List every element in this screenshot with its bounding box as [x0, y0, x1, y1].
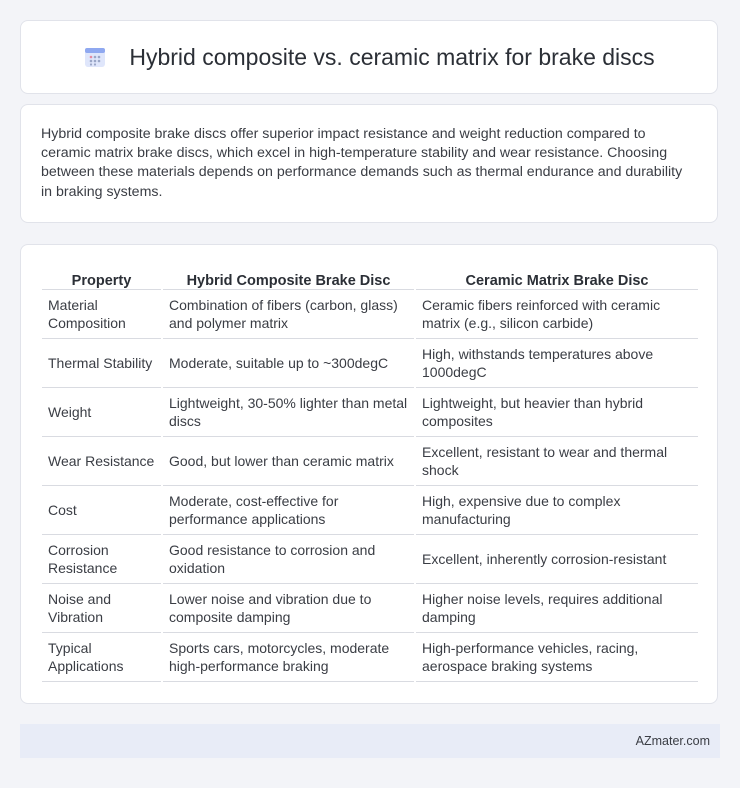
- column-header-ceramic: Ceramic Matrix Brake Disc: [416, 265, 698, 290]
- hybrid-cell: Sports cars, motorcycles, moderate high-performance braking: [163, 633, 414, 682]
- table-row: [42, 633, 698, 682]
- property-cell: Corrosion Resistance: [42, 535, 161, 584]
- ceramic-cell: Excellent, inherently corrosion-resistant: [416, 535, 698, 584]
- table-row: [42, 486, 698, 535]
- footer-bar: [20, 724, 720, 758]
- hybrid-cell: Good resistance to corrosion and oxidation: [163, 535, 414, 584]
- hybrid-cell: Moderate, suitable up to ~300degC: [163, 339, 414, 388]
- ceramic-cell: Higher noise levels, requires additional damping: [416, 584, 698, 633]
- intro-card: [20, 104, 718, 223]
- calendar-icon: [83, 45, 107, 69]
- table-row: [42, 388, 698, 437]
- table-row: [42, 339, 698, 388]
- property-cell: Material Composition: [42, 290, 161, 339]
- title-card: [20, 20, 718, 94]
- hybrid-cell: Lightweight, 30-50% lighter than metal discs: [163, 388, 414, 437]
- hybrid-cell: Lower noise and vibration due to composite damping: [163, 584, 414, 633]
- hybrid-cell: Good, but lower than ceramic matrix: [163, 437, 414, 486]
- property-cell: Thermal Stability: [42, 339, 161, 388]
- table-row: [42, 437, 698, 486]
- footer-site-link[interactable]: AZmater.com: [635, 734, 710, 748]
- property-cell: Wear Resistance: [42, 437, 161, 486]
- property-cell: Noise and Vibration: [42, 584, 161, 633]
- ceramic-cell: High, withstands temperatures above 1000degC: [416, 339, 698, 388]
- ceramic-cell: Excellent, resistant to wear and thermal shock: [416, 437, 698, 486]
- table-row: [42, 584, 698, 633]
- ceramic-cell: Lightweight, but heavier than hybrid composites: [416, 388, 698, 437]
- comparison-table: [40, 265, 700, 682]
- hybrid-cell: Combination of fibers (carbon, glass) and polymer matrix: [163, 290, 414, 339]
- ceramic-cell: High-performance vehicles, racing, aerospace braking systems: [416, 633, 698, 682]
- table-row: [42, 535, 698, 584]
- property-cell: Typical Applications: [42, 633, 161, 682]
- page-title: Hybrid composite vs. ceramic matrix for brake discs: [129, 43, 655, 70]
- property-cell: Weight: [42, 388, 161, 437]
- intro-paragraph: Hybrid composite brake discs offer superior impact resistance and weight reduction compared to ceramic matrix brake discs, which excel in high-temperature stability and wear resistance. Choosing between these materials depends on performance demands such as thermal endurance and durability in braking systems.: [41, 126, 683, 200]
- column-header-property: Property: [42, 265, 161, 290]
- table-row: [42, 290, 698, 339]
- hybrid-cell: Moderate, cost-effective for performance applications: [163, 486, 414, 535]
- property-cell: Cost: [42, 486, 161, 535]
- comparison-card: [20, 244, 718, 704]
- ceramic-cell: High, expensive due to complex manufacturing: [416, 486, 698, 535]
- ceramic-cell: Ceramic fibers reinforced with ceramic matrix (e.g., silicon carbide): [416, 290, 698, 339]
- column-header-hybrid: Hybrid Composite Brake Disc: [163, 265, 414, 290]
- table-header-row: [42, 265, 698, 290]
